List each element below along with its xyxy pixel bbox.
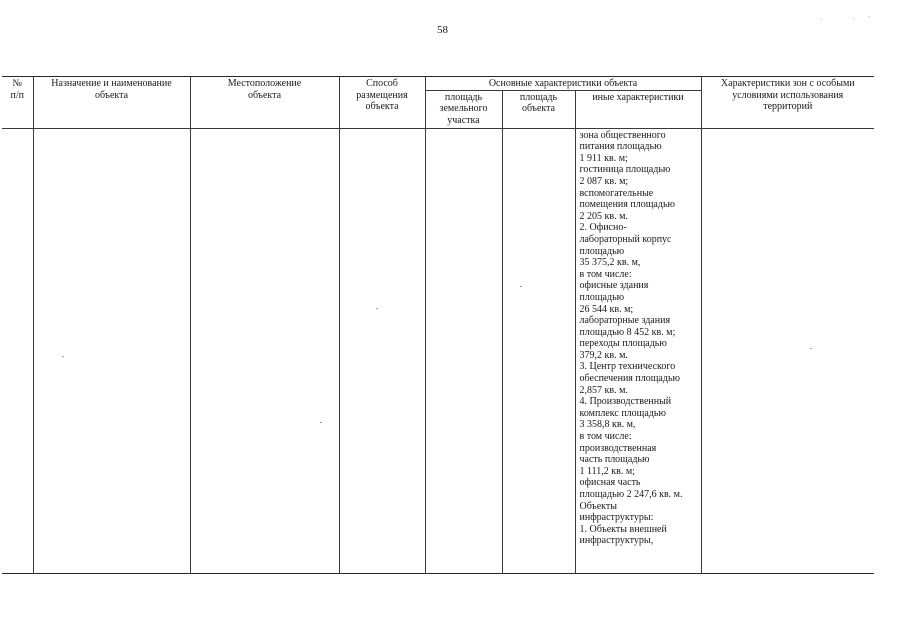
characteristic-line: питания площадью <box>579 141 662 153</box>
cell-land-area <box>425 128 502 573</box>
cell-location <box>190 128 339 573</box>
characteristic-line: Объекты <box>579 500 617 512</box>
characteristic-line: площадью <box>579 291 625 303</box>
characteristic-line: гостиница площадью <box>579 164 671 176</box>
cell-name <box>33 128 190 573</box>
characteristic-line: помещения площадью <box>579 199 675 211</box>
characteristic-line: переходы площадью <box>579 338 667 350</box>
characteristic-line: 2 087 кв. м; <box>579 175 629 187</box>
characteristic-line: 4. Производственный <box>579 396 672 408</box>
page-number: 58 <box>437 24 448 36</box>
header-land-area: площадь земельного участка <box>425 90 502 128</box>
characteristic-line: инфраструктуры: <box>579 512 654 524</box>
other-characteristics-list <box>576 129 701 547</box>
cell-special-zones <box>701 128 874 573</box>
characteristic-line: лабораторные здания <box>579 315 671 327</box>
characteristic-line: 379,2 кв. м. <box>579 349 628 361</box>
characteristic-line: вспомогательные <box>579 187 654 199</box>
characteristic-line: обеспечения площадью <box>579 373 680 385</box>
scan-speck <box>376 308 378 309</box>
scan-speck <box>810 348 812 349</box>
header-main-characteristics: Основные характеристики объекта <box>425 77 701 91</box>
header-object-area: площадь объекта <box>502 90 575 128</box>
characteristic-line: площадью <box>579 245 625 257</box>
characteristic-line: 3 358,8 кв. м, <box>579 419 636 431</box>
scan-speck <box>62 356 64 357</box>
characteristic-line: 1. Объекты внешней <box>579 523 667 535</box>
cell-number <box>2 128 33 573</box>
scan-speck <box>520 286 522 287</box>
characteristic-line: лабораторный корпус <box>579 233 672 245</box>
characteristic-line: зона общественного <box>579 129 666 141</box>
scan-speck <box>320 422 322 423</box>
characteristic-line: 1 111,2 кв. м; <box>579 465 635 477</box>
characteristic-line: часть площадью <box>579 454 650 466</box>
characteristic-line: офисная часть <box>579 477 641 489</box>
objects-table <box>2 76 874 574</box>
characteristic-line: 1 911 кв. м; <box>579 152 628 164</box>
characteristic-line: в том числе: <box>579 268 632 280</box>
header-special-zones: Характеристики зон с особыми условиями использования территорий <box>701 77 874 129</box>
cell-object-area <box>502 128 575 573</box>
characteristic-line: 3. Центр технического <box>579 361 676 373</box>
header-placement-method: Способ размещения объекта <box>339 77 425 129</box>
cell-other-characteristics <box>575 128 701 573</box>
characteristic-line: комплекс площадью <box>579 407 666 419</box>
characteristic-line: 2. Офисно- <box>579 222 627 234</box>
characteristic-line: 2 205 кв. м. <box>579 210 628 222</box>
characteristic-line: площадью 8 452 кв. м; <box>579 326 676 338</box>
characteristic-line: площадью 2 247,6 кв. м. <box>579 489 683 500</box>
header-location: Местоположение объекта <box>190 77 339 129</box>
scan-marks: · ·' <box>820 15 884 23</box>
characteristic-line: производственная <box>579 442 657 454</box>
characteristic-line: 26 544 кв. м; <box>579 303 634 315</box>
characteristic-line: в том числе: <box>579 431 632 443</box>
characteristic-line: офисные здания <box>579 280 649 292</box>
characteristic-line: 35 375,2 кв. м, <box>579 257 641 269</box>
characteristic-line: 2,857 кв. м. <box>579 384 628 396</box>
header-number: № п/п <box>2 77 33 129</box>
header-name: Назначение и наименование объекта <box>33 77 190 129</box>
header-other-characteristics: иные характеристики <box>575 90 701 128</box>
characteristic-line: инфраструктуры, <box>579 535 654 547</box>
cell-placement-method <box>339 128 425 573</box>
